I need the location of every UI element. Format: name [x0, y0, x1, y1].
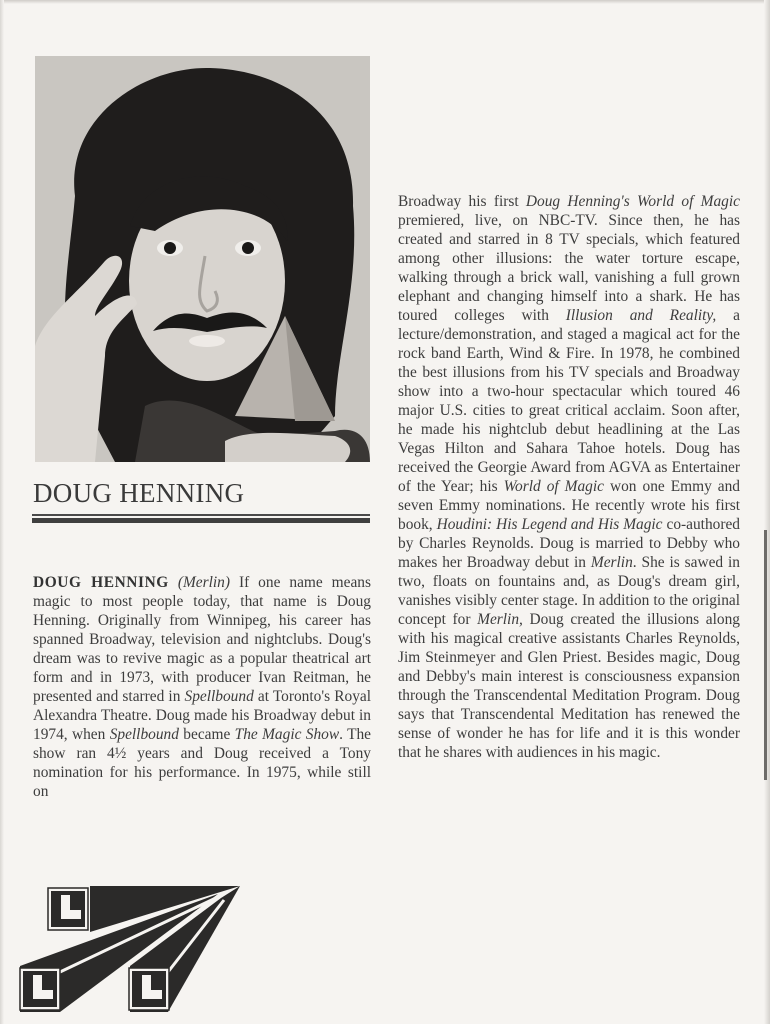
bio-column-left: [33, 573, 371, 801]
bio-text: became: [178, 726, 235, 743]
page-edge-left: [0, 0, 4, 1024]
l-squares-logo-icon: [18, 884, 240, 1012]
heading-rule-thin: [32, 514, 370, 516]
bio-title-houdini: Houdini: His Legend and His Magic: [436, 516, 663, 533]
bio-title-world-of-magic: Doug Henning's World of Magic: [525, 193, 740, 210]
page-binding-mark: [764, 530, 767, 780]
bio-text: If one name means magic to most people today, that name is Doug Henning. Originally from Winnipeg, his career has spanned Broadway, television and nightclubs. Doug's dream was to revive magic as a popular theatrical art form and in 1973, with producer Ivan Reitman, he presented and starred in: [33, 574, 371, 705]
bio-title-spellbound: Spellbound: [109, 726, 179, 743]
page-edge-right: [764, 0, 770, 1024]
bio-title-world-of-magic: World of Magic: [503, 478, 604, 495]
heading-rule-thick: [32, 518, 370, 523]
bio-text: Doug created the illusions along with his magical creative assistants Charles Reynolds, Jim Steinmeyer and Glen Priest. Besides magic, Doug and Debby's main interest is consciousness expansion through the Transcendental Meditation Program. Doug says that Transcendental Meditation has renewed the sense of wonder he has for life and it is this wonder that he shares with audiences in his magic.: [398, 611, 740, 761]
bio-text: Broadway his first: [398, 193, 526, 210]
bio-text: co-authored by Charles Reynolds. Doug is married to Debby who makes her Broadway debut in: [398, 516, 740, 571]
production-logo: [18, 884, 240, 1012]
portrait-illustration: [35, 56, 370, 462]
bio-column-right: [398, 192, 740, 762]
bio-text: won one Emmy and seven Emmy nominations. He recently wrote his first book,: [398, 478, 740, 533]
bio-text: premiered, live, on NBC-TV. Since then, he has created and starred in 8 TV specials, which featured among other illusions: the water torture escape, walking through a brick wall, vanishing a full grown elephant and changing himself into a shark. He has toured colleges with: [398, 212, 740, 324]
bio-title-spellbound: Spellbound: [184, 688, 254, 705]
bio-title-merlin: Merlin,: [477, 611, 523, 628]
bio-paragraph-continued: [398, 192, 740, 762]
bio-title-magic-show: The Magic Show: [234, 726, 340, 743]
page-edge-top: [0, 0, 770, 4]
bio-title-illusion-and-reality: Illusion and Reality,: [565, 307, 717, 324]
bio-lead-role: (Merlin): [177, 574, 230, 591]
bio-text: a lecture/demonstration, and staged a magical act for the rock band Earth, Wind & Fire. In 1978, he combined the best illusions from his TV specials and Broadway show into a two-hour spectacular which toured 46 major U.S. cities to great critical acclaim. Soon after, he made his nightclub debut headlining at the Las Vegas Hilton and Sahara Tahoe hotels. Doug has received the Georgie Award from AGVA as Entertainer of the Year; his: [398, 307, 740, 495]
bio-title-merlin: Merlin: [590, 554, 633, 571]
bio-text: . The show ran 4½ years and Doug received a Tony nomination for his performance. In 1975, while still on: [33, 726, 371, 800]
bio-text: . She is sawed in two, floats on fountains and, as Doug's dream girl, vanishes visibly center stage. In addition to the original concept for: [398, 554, 740, 628]
portrait-photo: [35, 56, 370, 462]
bio-lead-name: DOUG HENNING: [33, 574, 169, 591]
page-title: DOUG HENNING: [33, 478, 245, 508]
bio-text: at Toronto's Royal Alexandra Theatre. Doug made his Broadway debut in 1974, when: [33, 688, 371, 743]
bio-paragraph-start: [33, 573, 371, 801]
